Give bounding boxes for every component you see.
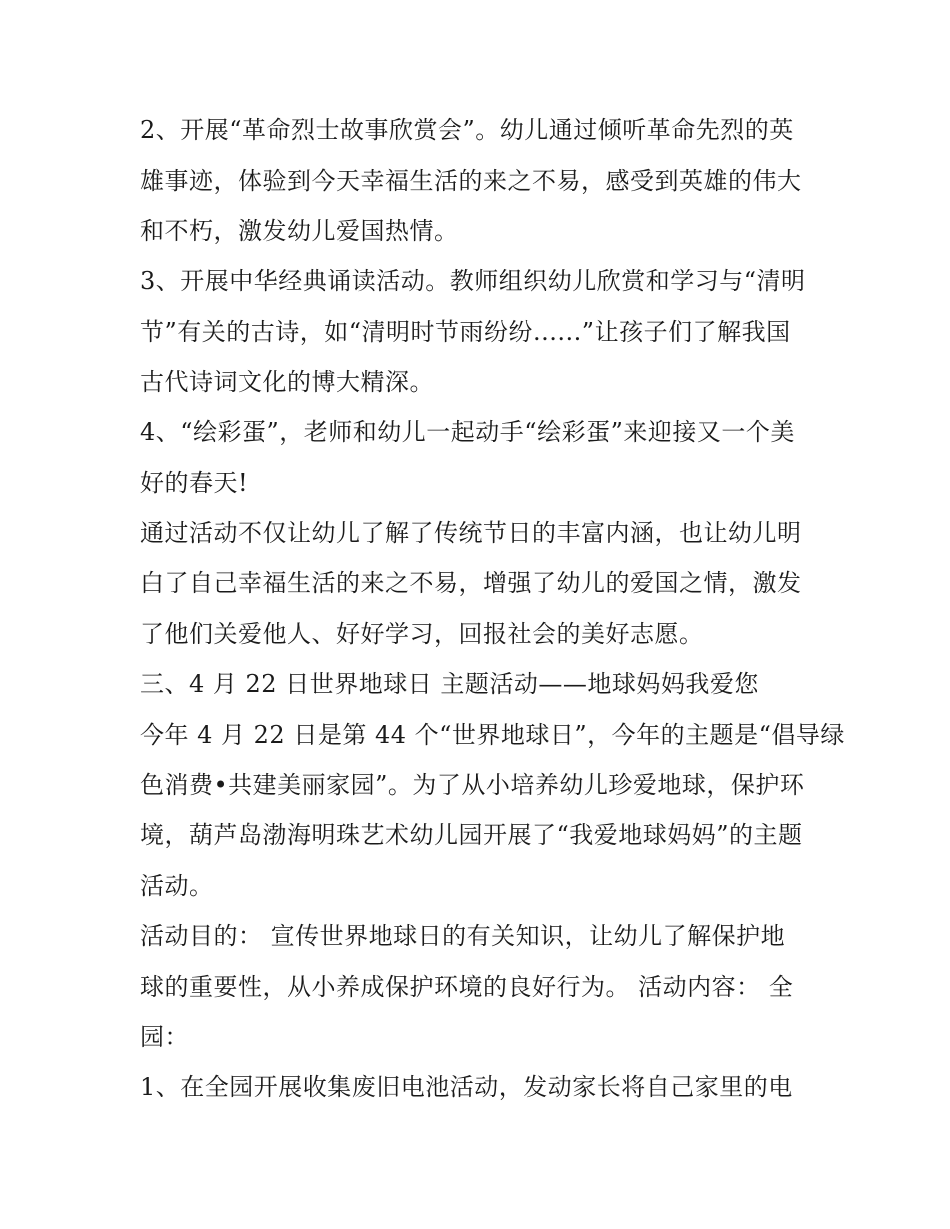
text-line: 今年 4 月 22 日是第 44 个“世界地球日”，今年的主题是“倡导绿 — [140, 721, 845, 749]
text-line: 活动。 — [140, 872, 214, 900]
text-line: 古代诗词文化的博大精深。 — [140, 368, 434, 396]
text-line: 色消费•共建美丽家园”。为了从小培养幼儿珍爱地球，保护环 — [140, 771, 805, 799]
text-line: 通过活动不仅让幼儿了解了传统节日的丰富内涵，也让幼儿明 — [140, 519, 802, 547]
section-heading: 三、4 月 22 日世界地球日 主题活动——地球妈妈我爱您 — [140, 670, 759, 698]
text-line: 好的春天! — [140, 469, 249, 497]
text-line: 1、在全园开展收集废旧电池活动，发动家长将自己家里的电 — [140, 1073, 793, 1101]
text-line: 活动目的： 宣传世界地球日的有关知识，让幼儿了解保护地 — [140, 922, 786, 950]
text-line: 白了自己幸福生活的来之不易，增强了幼儿的爱国之情，激发 — [140, 569, 802, 597]
text-line: 2、开展“革命烈士故事欣赏会”。幼儿通过倾听革命先烈的英 — [140, 116, 794, 144]
text-line: 球的重要性，从小养成保护环境的良好行为。 活动内容： 全 — [140, 973, 794, 1001]
text-line: 3、开展中华经典诵读活动。教师组织幼儿欣赏和学习与“清明 — [140, 267, 806, 295]
text-line: 境，葫芦岛渤海明珠艺术幼儿园开展了“我爱地球妈妈”的主题 — [140, 821, 803, 849]
text-line: 节”有关的古诗，如“清明时节雨纷纷......”让孩子们了解我国 — [140, 318, 791, 346]
text-line: 园： — [140, 1023, 189, 1051]
text-line: 4、“绘彩蛋”，老师和幼儿一起动手“绘彩蛋”来迎接又一个美 — [140, 418, 795, 446]
text-line: 和不朽，激发幼儿爱国热情。 — [140, 217, 459, 245]
text-line: 雄事迹，体验到今天幸福生活的来之不易，感受到英雄的伟大 — [140, 167, 802, 195]
text-line: 了他们关爱他人、好好学习，回报社会的美好志愿。 — [140, 620, 704, 648]
